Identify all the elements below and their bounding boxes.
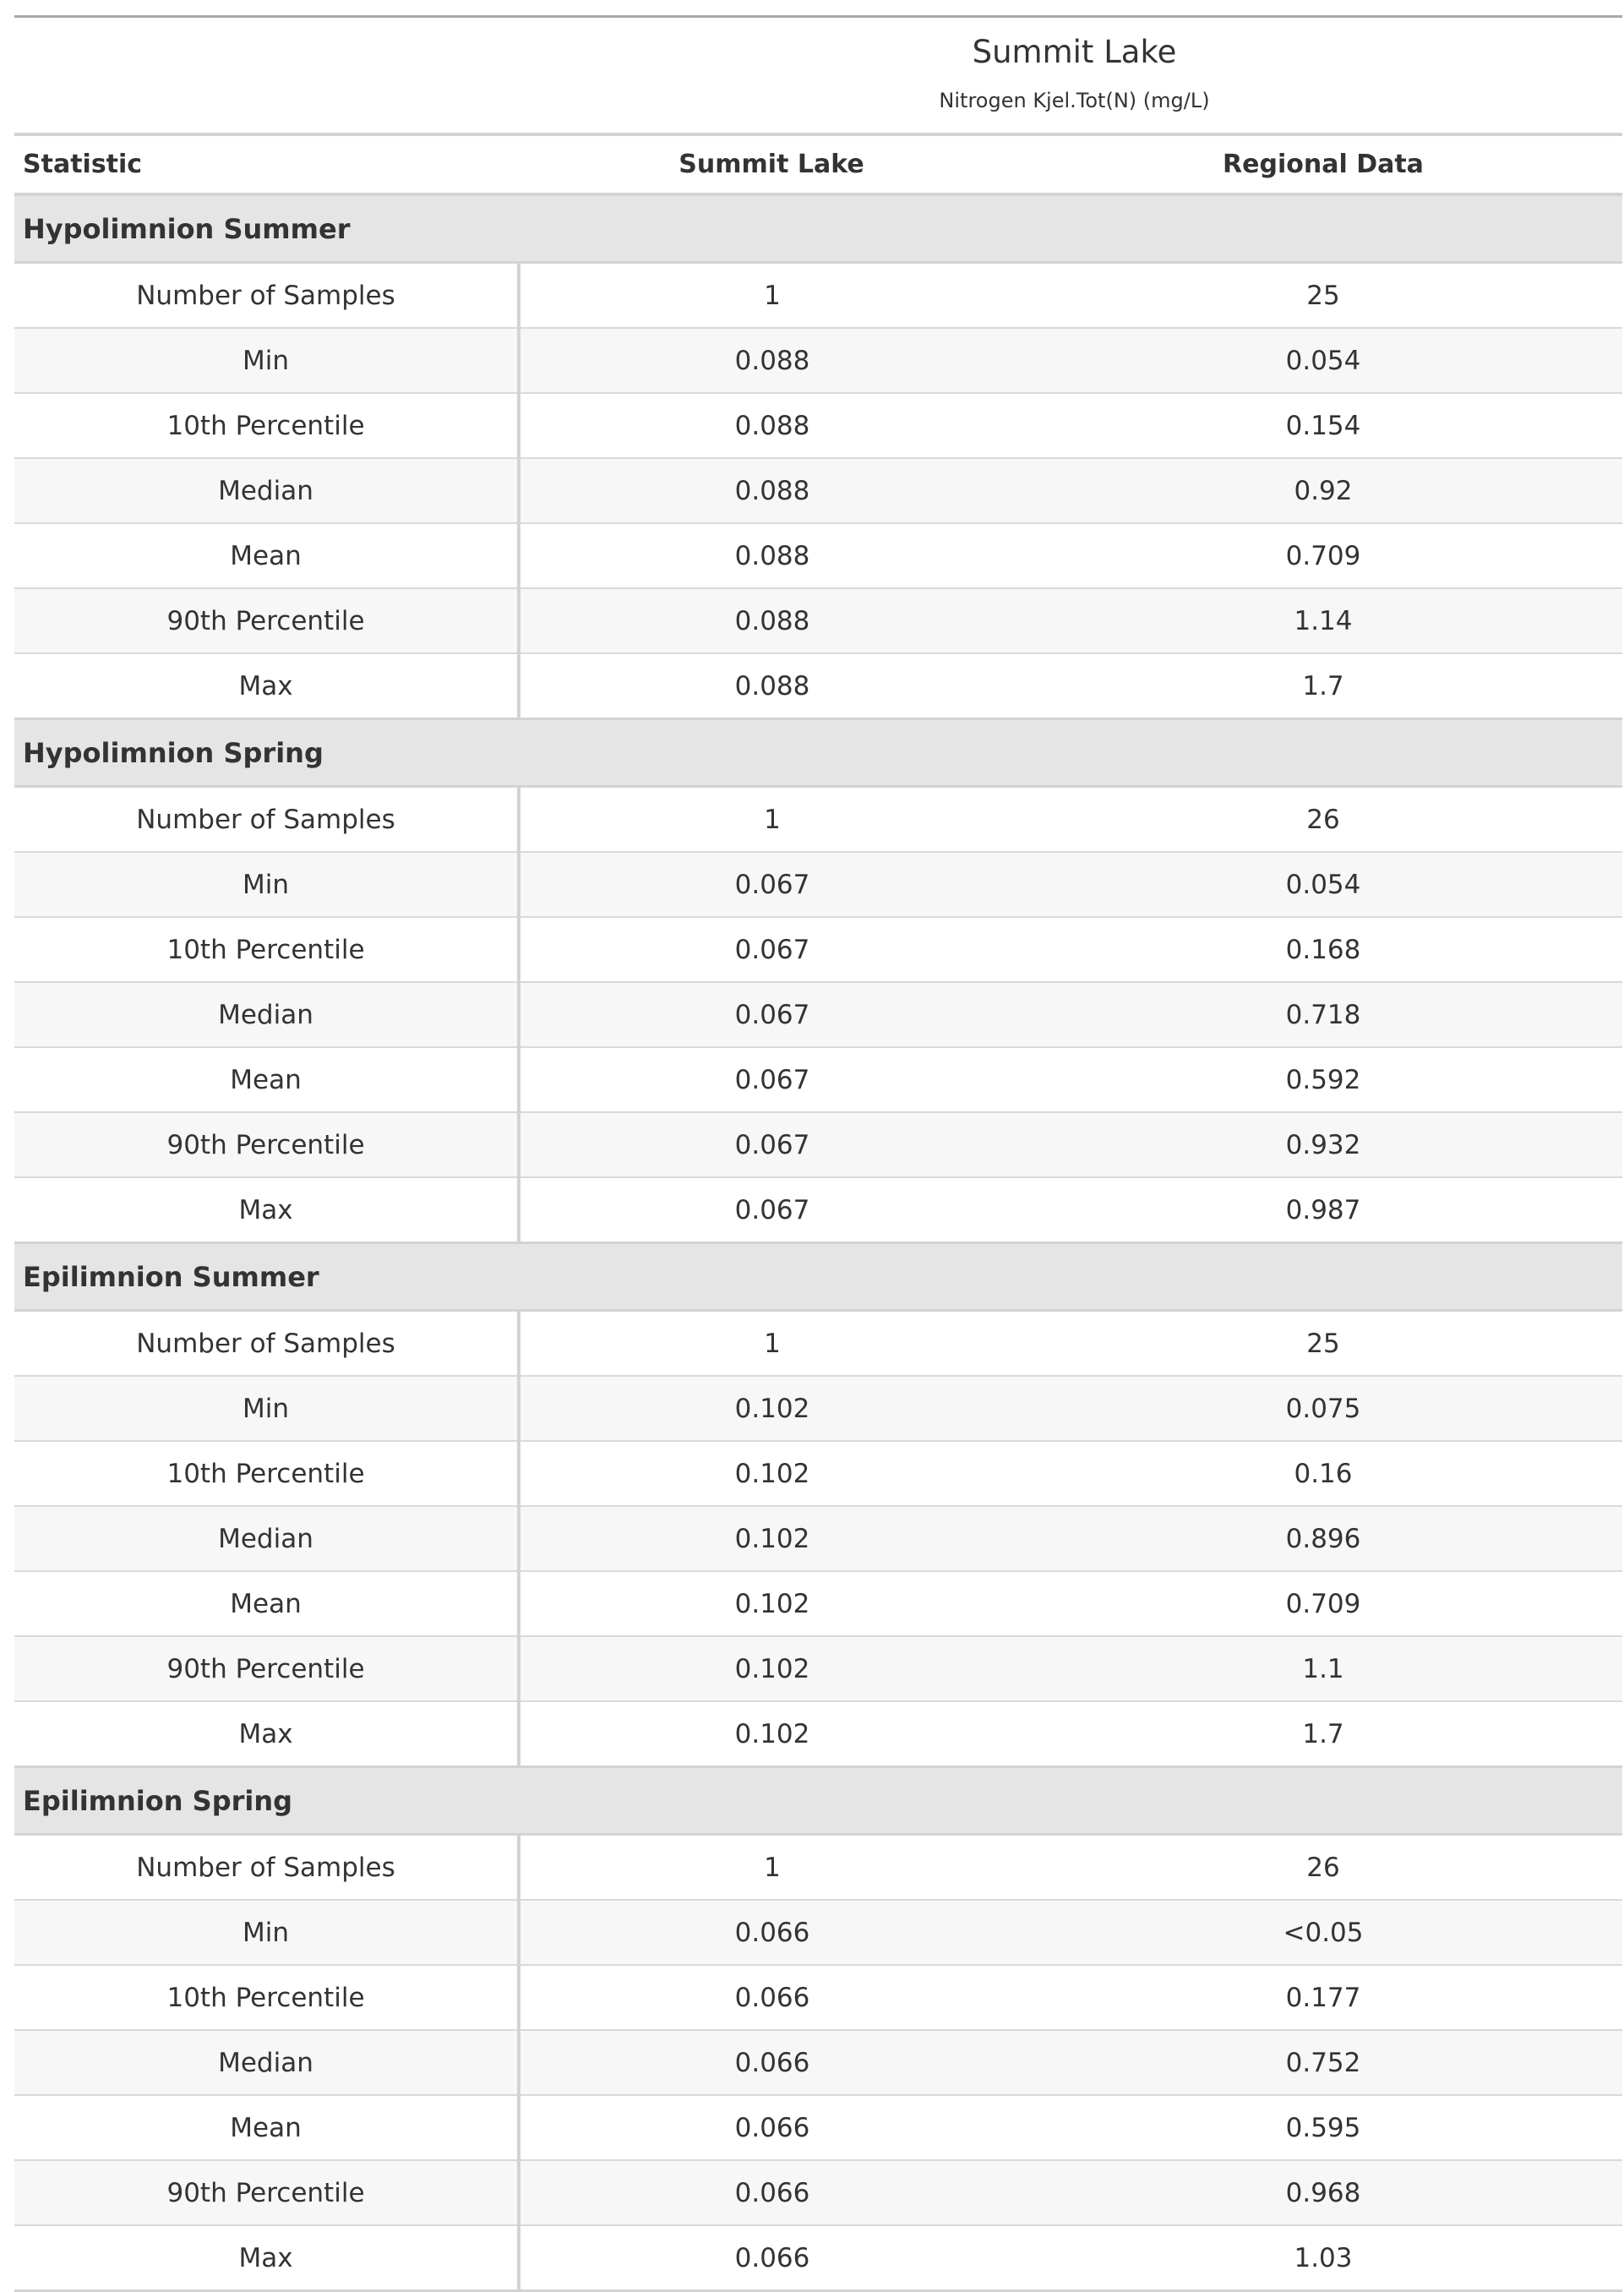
statistic-cell: Mean <box>14 2095 519 2160</box>
table-row <box>14 1900 1622 1965</box>
regional-value-cell: 0.932 <box>1024 1112 1622 1177</box>
group-label: Epilimnion Spring <box>14 1767 1622 1835</box>
table-row <box>14 458 1622 523</box>
table-row <box>14 2030 1622 2095</box>
statistic-cell: 10th Percentile <box>14 1965 519 2030</box>
summit-lake-value-cell: 1 <box>519 263 1024 329</box>
stats-table-container <box>14 15 1622 2292</box>
table-row <box>14 1571 1622 1636</box>
statistic-cell: 90th Percentile <box>14 588 519 653</box>
regional-value-cell: 0.595 <box>1024 2095 1622 2160</box>
group-label: Hypolimnion Summer <box>14 194 1622 263</box>
group-label: Hypolimnion Spring <box>14 719 1622 787</box>
statistic-cell: Median <box>14 458 519 523</box>
statistic-cell: Max <box>14 1177 519 1243</box>
regional-value-cell: 0.896 <box>1024 1506 1622 1571</box>
table-body <box>14 194 1622 2291</box>
regional-value-cell: 1.14 <box>1024 588 1622 653</box>
regional-value-cell: 0.154 <box>1024 393 1622 458</box>
statistic-cell: Number of Samples <box>14 1835 519 1901</box>
regional-value-cell: 0.054 <box>1024 328 1622 393</box>
statistic-cell: Mean <box>14 1571 519 1636</box>
regional-value-cell: 0.709 <box>1024 523 1622 588</box>
table-row <box>14 2160 1622 2225</box>
table-title: Summit Lake <box>972 34 1177 70</box>
summit-lake-value-cell: 0.067 <box>519 1112 1024 1177</box>
statistic-cell: Number of Samples <box>14 787 519 853</box>
stats-table <box>14 136 1622 2292</box>
group-header-row <box>14 719 1622 787</box>
summit-lake-value-cell: 0.088 <box>519 328 1024 393</box>
summit-lake-value-cell: 0.067 <box>519 1177 1024 1243</box>
summit-lake-value-cell: 0.102 <box>519 1571 1024 1636</box>
statistic-cell: 10th Percentile <box>14 393 519 458</box>
table-row <box>14 982 1622 1047</box>
regional-value-cell: 0.987 <box>1024 1177 1622 1243</box>
table-row <box>14 1965 1622 2030</box>
statistic-cell: Number of Samples <box>14 263 519 329</box>
summit-lake-value-cell: 1 <box>519 787 1024 853</box>
regional-value-cell: 0.968 <box>1024 2160 1622 2225</box>
statistic-cell: 10th Percentile <box>14 917 519 982</box>
summit-lake-value-cell: 0.102 <box>519 1376 1024 1441</box>
summit-lake-value-cell: 0.066 <box>519 1900 1024 1965</box>
statistic-cell: Median <box>14 982 519 1047</box>
statistic-cell: 90th Percentile <box>14 2160 519 2225</box>
group-header-row <box>14 1767 1622 1835</box>
table-row <box>14 917 1622 982</box>
regional-value-cell: 1.7 <box>1024 653 1622 719</box>
statistic-cell: Mean <box>14 1047 519 1112</box>
summit-lake-value-cell: 0.088 <box>519 458 1024 523</box>
regional-value-cell: 26 <box>1024 1835 1622 1901</box>
summit-lake-value-cell: 0.088 <box>519 653 1024 719</box>
regional-value-cell: 0.709 <box>1024 1571 1622 1636</box>
regional-value-cell: 25 <box>1024 1311 1622 1377</box>
summit-lake-value-cell: 0.067 <box>519 982 1024 1047</box>
table-row <box>14 852 1622 917</box>
regional-value-cell: 26 <box>1024 787 1622 853</box>
regional-value-cell: 0.168 <box>1024 917 1622 982</box>
summit-lake-value-cell: 0.066 <box>519 2095 1024 2160</box>
table-subtitle: Nitrogen Kjel.Tot(N) (mg/L) <box>14 79 1622 136</box>
statistic-cell: Max <box>14 1701 519 1767</box>
column-header-regional-data: Regional Data <box>1024 136 1622 194</box>
statistic-cell: 90th Percentile <box>14 1636 519 1701</box>
statistic-cell: Median <box>14 2030 519 2095</box>
summit-lake-value-cell: 0.066 <box>519 2160 1024 2225</box>
table-row <box>14 1835 1622 1901</box>
statistic-cell: Min <box>14 1376 519 1441</box>
table-row <box>14 1376 1622 1441</box>
summit-lake-value-cell: 0.102 <box>519 1506 1024 1571</box>
group-header-row <box>14 194 1622 263</box>
regional-value-cell: 0.177 <box>1024 1965 1622 2030</box>
table-row <box>14 1047 1622 1112</box>
statistic-cell: 10th Percentile <box>14 1441 519 1506</box>
regional-value-cell: <0.05 <box>1024 1900 1622 1965</box>
regional-value-cell: 0.592 <box>1024 1047 1622 1112</box>
summit-lake-value-cell: 1 <box>519 1835 1024 1901</box>
regional-value-cell: 25 <box>1024 263 1622 329</box>
summit-lake-value-cell: 1 <box>519 1311 1024 1377</box>
statistic-cell: Mean <box>14 523 519 588</box>
statistic-cell: Min <box>14 328 519 393</box>
regional-value-cell: 0.054 <box>1024 852 1622 917</box>
summit-lake-value-cell: 0.102 <box>519 1441 1024 1506</box>
statistic-cell: 90th Percentile <box>14 1112 519 1177</box>
table-row <box>14 2095 1622 2160</box>
table-row <box>14 1636 1622 1701</box>
regional-value-cell: 0.16 <box>1024 1441 1622 1506</box>
summit-lake-value-cell: 0.066 <box>519 1965 1024 2030</box>
group-label: Epilimnion Summer <box>14 1243 1622 1311</box>
column-header-statistic: Statistic <box>14 136 519 194</box>
statistic-cell: Max <box>14 653 519 719</box>
regional-value-cell: 0.92 <box>1024 458 1622 523</box>
table-row <box>14 1112 1622 1177</box>
table-row <box>14 523 1622 588</box>
table-row <box>14 1441 1622 1506</box>
summit-lake-value-cell: 0.088 <box>519 588 1024 653</box>
summit-lake-value-cell: 0.102 <box>519 1701 1024 1767</box>
regional-value-cell: 0.752 <box>1024 2030 1622 2095</box>
table-row <box>14 393 1622 458</box>
table-row <box>14 653 1622 719</box>
group-header-row <box>14 1243 1622 1311</box>
table-row <box>14 1506 1622 1571</box>
summit-lake-value-cell: 0.067 <box>519 917 1024 982</box>
statistic-cell: Min <box>14 1900 519 1965</box>
statistic-cell: Max <box>14 2225 519 2291</box>
table-row <box>14 1701 1622 1767</box>
summit-lake-value-cell: 0.067 <box>519 1047 1024 1112</box>
summit-lake-value-cell: 0.088 <box>519 393 1024 458</box>
table-row <box>14 328 1622 393</box>
summit-lake-value-cell: 0.066 <box>519 2225 1024 2291</box>
statistic-cell: Number of Samples <box>14 1311 519 1377</box>
table-row <box>14 2225 1622 2291</box>
table-row <box>14 263 1622 329</box>
table-row <box>14 1177 1622 1243</box>
regional-value-cell: 1.7 <box>1024 1701 1622 1767</box>
table-row <box>14 787 1622 853</box>
table-row <box>14 1311 1622 1377</box>
regional-value-cell: 1.1 <box>1024 1636 1622 1701</box>
summit-lake-value-cell: 0.067 <box>519 852 1024 917</box>
table-row <box>14 588 1622 653</box>
summit-lake-value-cell: 0.102 <box>519 1636 1024 1701</box>
statistic-cell: Median <box>14 1506 519 1571</box>
summit-lake-value-cell: 0.066 <box>519 2030 1024 2095</box>
summit-lake-value-cell: 0.088 <box>519 523 1024 588</box>
regional-value-cell: 1.03 <box>1024 2225 1622 2291</box>
column-header-summit-lake: Summit Lake <box>519 136 1024 194</box>
header-row <box>14 136 1622 194</box>
statistic-cell: Min <box>14 852 519 917</box>
regional-value-cell: 0.075 <box>1024 1376 1622 1441</box>
regional-value-cell: 0.718 <box>1024 982 1622 1047</box>
